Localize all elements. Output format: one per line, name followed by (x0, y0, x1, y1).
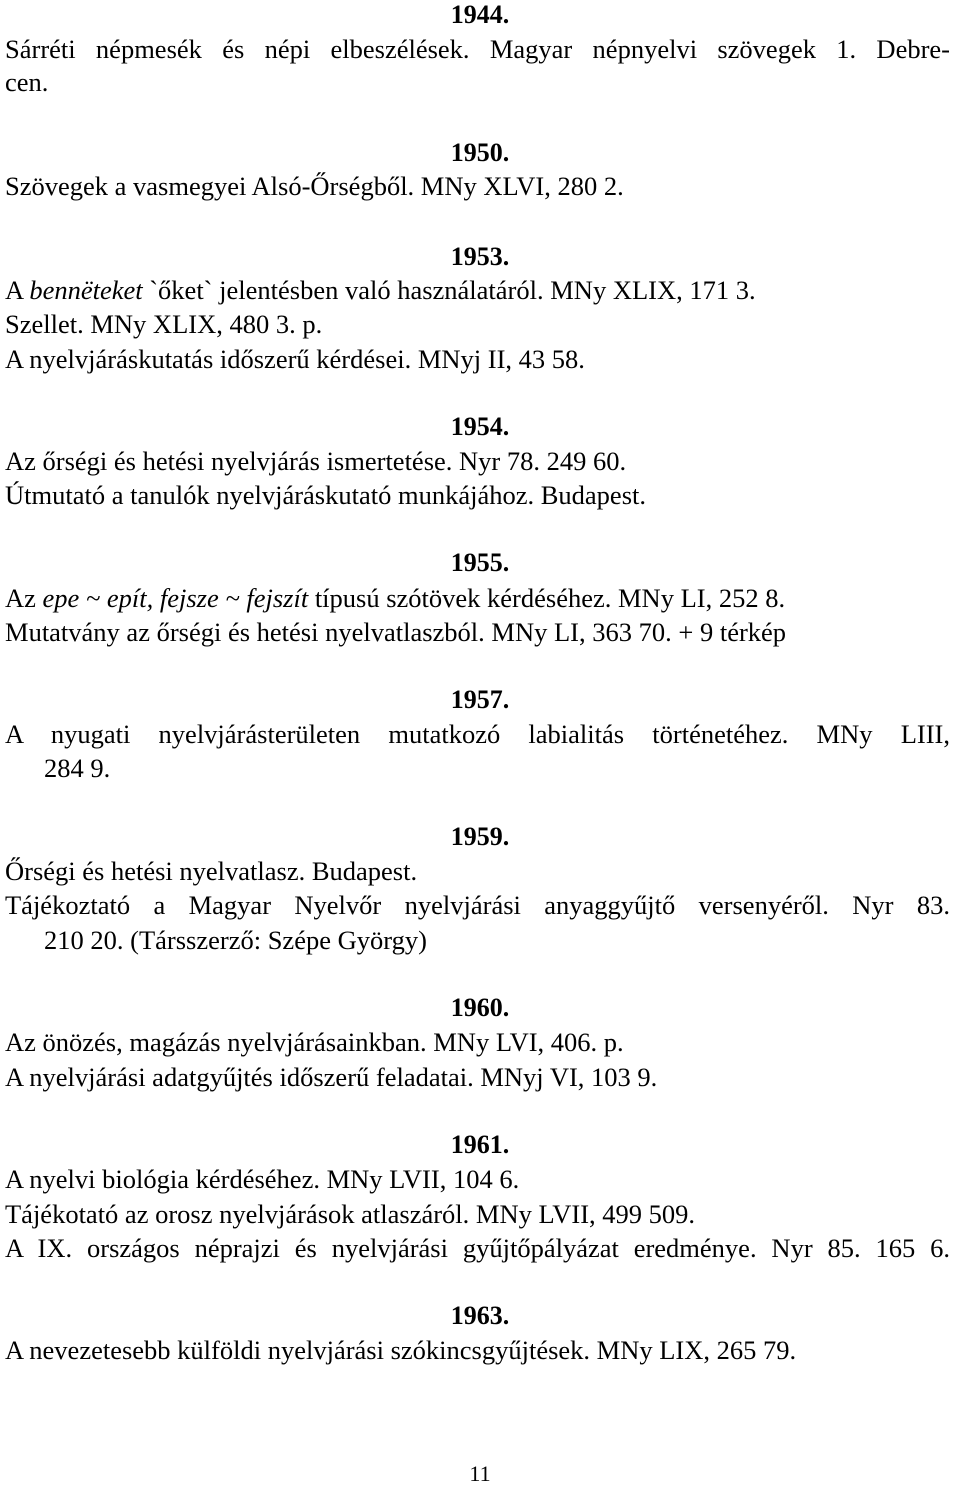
bibliography-entry: Az őrségi és hetési nyelvjárás ismertetése. Nyr 78. 249 60. (5, 446, 627, 476)
entry-text: típusú szótövek kérdéséhez. MNy LI, 252 8. (308, 583, 786, 613)
bibliography-entry: Az önözés, magázás nyelvjárásainkban. MNy LVI, 406. p. (5, 1027, 624, 1057)
year-heading: 1957. (450, 685, 510, 714)
year-heading: 1955. (450, 548, 510, 577)
bibliography-entry: A nyugati nyelvjárásterületen mutatkozó labialitás történetéhez. MNy LIII, (5, 719, 950, 749)
bibliography-entry: Tájékotató az orosz nyelvjárások atlaszáról. MNy LVII, 499 509. (5, 1199, 696, 1229)
bibliography-entry: Szövegek a vasmegyei Alsó-Őrségből. MNy XLVI, 280 2. (5, 171, 624, 201)
bibliography-entry: A IX. országos néprajzi és nyelvjárási gyűjtőpályázat eredménye. Nyr 85. 165 6. (5, 1233, 950, 1263)
bibliography-entry: A nyelvi biológia kérdéséhez. MNy LVII, 104 6. (5, 1164, 520, 1194)
year-heading: 1953. (450, 242, 510, 271)
bibliography-entry: Útmutató a tanulók nyelvjáráskutató munkájához. Budapest. (5, 480, 646, 510)
bibliography-entry: Mutatvány az őrségi és hetési nyelvatlaszból. MNy LI, 363 70. + 9 térkép (5, 617, 787, 647)
bibliography-entry: Tájékoztató a Magyar Nyelvőr nyelvjárási anyaggyűjtő versenyéről. Nyr 83. (5, 890, 950, 920)
year-heading: 1944. (450, 0, 510, 29)
bibliography-entry: Szellet. MNy XLIX, 480 3. p. (5, 309, 323, 339)
year-heading: 1961. (450, 1130, 510, 1159)
bibliography-entry: A nyelvjárási adatgyűjtés időszerű feladatai. MNyj VI, 103 9. (5, 1062, 658, 1092)
bibliography-entry: 284 9. (44, 753, 111, 783)
bibliography-entry (5, 583, 785, 613)
entry-italic-text: bennëteket (29, 275, 143, 305)
bibliography-entry: A nyelvjáráskutatás időszerű kérdései. MNyj II, 43 58. (5, 344, 585, 374)
page-number: 11 (469, 1461, 491, 1486)
entry-text: A (5, 275, 30, 305)
bibliography-entry: A nevezetesebb külföldi nyelvjárási szókincsgyűjtések. MNy LIX, 265 79. (5, 1335, 797, 1365)
bibliography-entry: Sárréti népmesék és népi elbeszélések. Magyar népnyelvi szövegek 1. Debre- (5, 34, 950, 64)
bibliography-entry (5, 275, 756, 305)
bibliography-entry: Őrségi és hetési nyelvatlasz. Budapest. (5, 856, 418, 886)
bibliography-entry: cen. (5, 67, 49, 97)
entry-text: Az (5, 583, 43, 613)
year-heading: 1959. (450, 822, 510, 851)
year-heading: 1954. (450, 412, 510, 441)
year-heading: 1950. (450, 138, 510, 167)
bibliography-entry: 210 20. (Társszerző: Szépe György) (44, 925, 427, 955)
year-heading: 1960. (450, 993, 510, 1022)
entry-italic-text: epe ~ epít, fejsze ~ fejszít (42, 583, 309, 613)
year-heading: 1963. (450, 1301, 510, 1330)
entry-text: `őket` jelentésben való használatáról. MNy XLIX, 171 3. (142, 275, 756, 305)
